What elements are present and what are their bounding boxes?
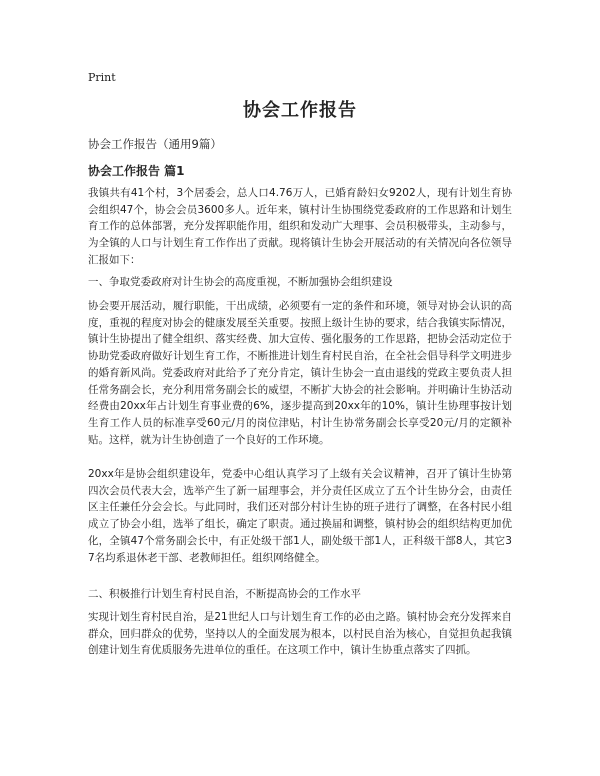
- sub-heading-one: 一、争取党委政府对计生协会的高度重视，不断加强协会组织建设: [88, 276, 393, 288]
- document-subtitle: 协会工作报告（通用9篇）: [88, 137, 222, 151]
- body-paragraph-two: 20xx年是协会组织建设年，党委中心组认真学习了上级有关会议精神，召开了镇计生协第四次会员代表大会，选举产生了新一届理事会，并分责任区成立了五个计生协分会，由责任区主任兼任分会会长。与此同时，我们还对部分村计生协的班子进行了调整，在各村民小组成立了协会小组，选举了组长，确定了职责。通过换届和调整，镇村协会的组织结构更加优化，全镇47个常务副会长中，有正处级干部1人，副处级干部1人，正科级干部8人，其它37名均系退休老干部、老教师担任。组织网络健全。: [88, 468, 512, 564]
- sub-heading-two: 二、积极推行计划生育村民自治，不断提高协会的工作水平: [88, 588, 361, 600]
- body-paragraph-three: 实现计划生育村民自治，是21世纪人口与计划生育工作的必由之路。镇村协会充分发挥来自群众，回归群众的优势，坚持以人的全面发展为根本，以村民自治为核心，自觉担负起我镇创建计划生育优质服务先进单位的重任。在这项工作中，镇计生协重点落实了四抓。: [88, 611, 512, 657]
- document-title: 协会工作报告: [243, 100, 357, 121]
- section-title: 协会工作报告 篇1: [88, 164, 185, 178]
- intro-paragraph: 我镇共有41个村，3个居委会，总人口4.76万人，已婚育龄妇女9202人，现有计划生育协会组织47个，协会会员3600多人。近年来，镇村计生协围绕党委政府的工作思路和计划生育工作的总体部署，充分发挥职能作用，组织和发动广大理事、会员积极带头，主动参与，为全镇的人口与计划生育工作作出了贡献。现将镇计生协会开展活动的有关情况向各位领导汇报如下：: [88, 187, 512, 266]
- print-link[interactable]: Print: [88, 71, 116, 84]
- body-paragraph-one: 协会要开展活动，履行职能，干出成绩，必须要有一定的条件和环境，领导对协会认识的高度，重视的程度对协会的健康发展至关重要。按照上级计生协的要求，结合我镇实际情况，镇计生协提出了健全组织、落实经费、加大宣传、强化服务的工作思路，把协会活动定位于协助党委政府做好计划生育工作，不断推进计划生育村民自治，在全社会倡导科学文明进步的婚育新风尚。党委政府对此给予了充分肯定，镇计生协会一直由退线的党政主要负责人担任常务副会长，充分利用常务副会长的威望，不断扩大协会的社会影响。并明确计生协活动经费由20xx年占计划生育事业费的6%，逐步提高到20xx年的10%，镇计生协理事按计划生育工作人员的标准享受60元/月的岗位津贴，村计生协常务副会长享受20元/月的定额补贴。这样，就为计生协创造了一个良好的工作环境。: [88, 300, 512, 446]
